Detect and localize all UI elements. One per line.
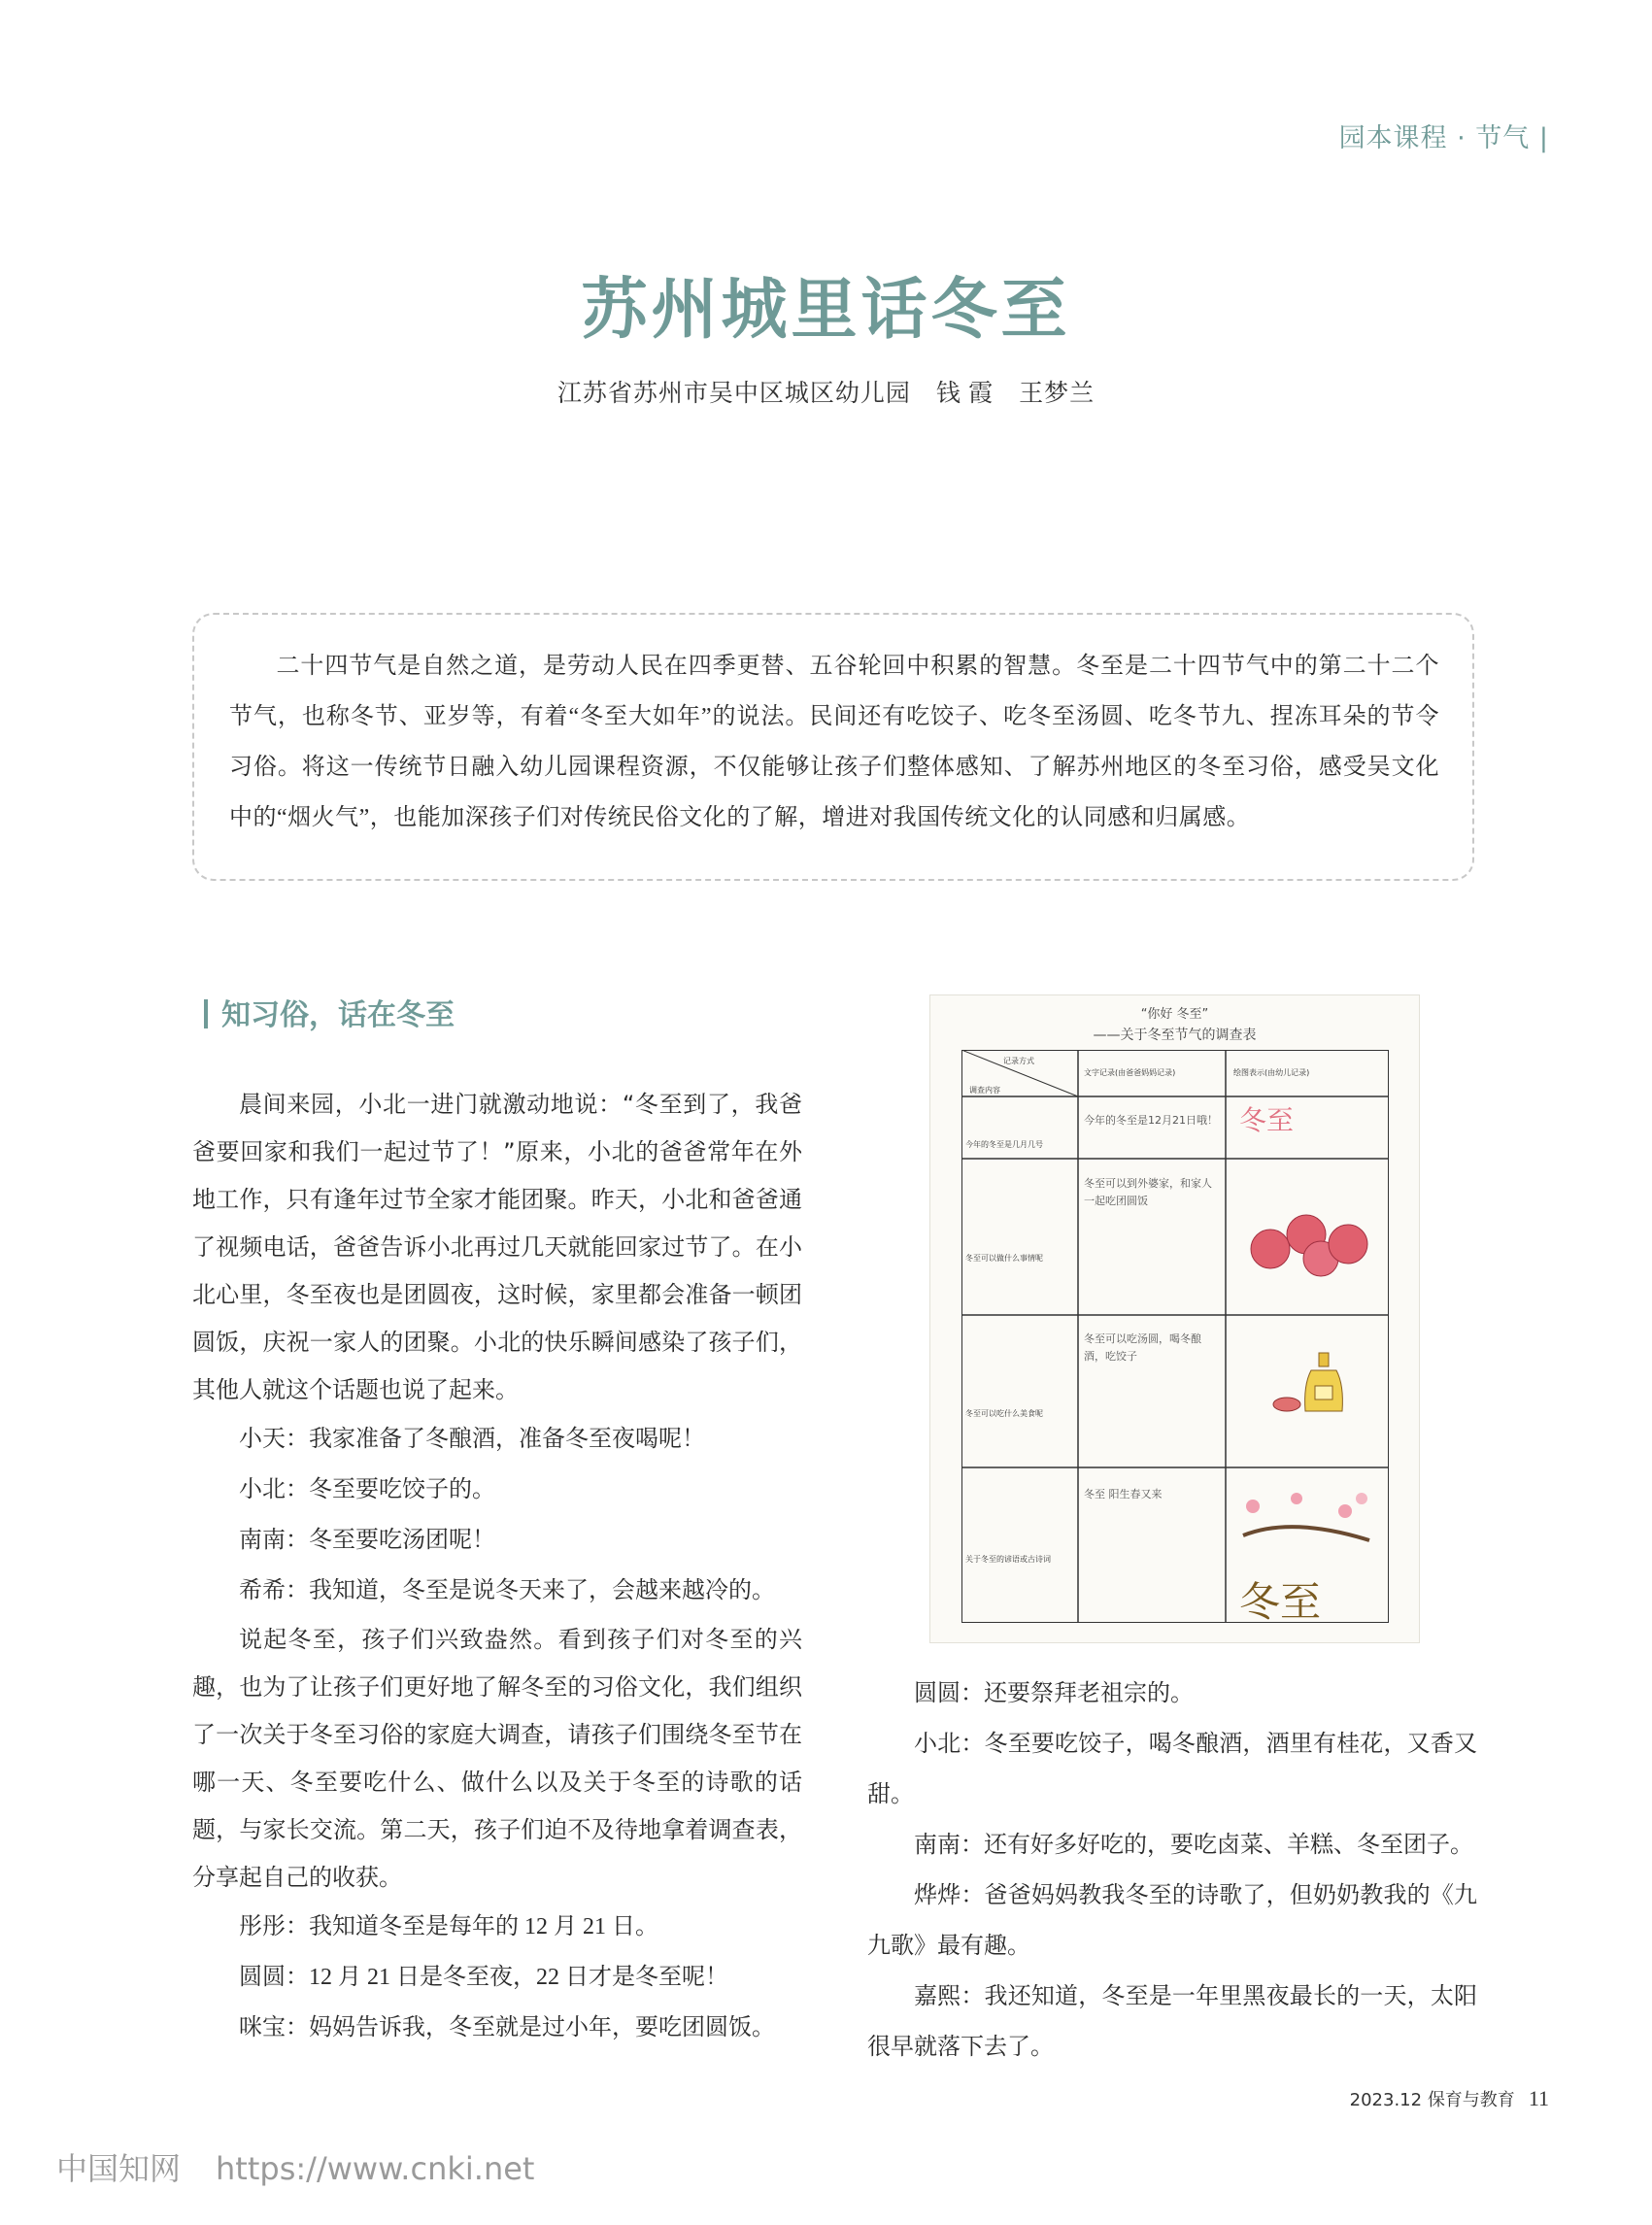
watermark-url: https://www.cnki.net — [216, 2150, 535, 2187]
row-label: 关于冬至的谚语或古诗词 — [965, 1555, 1051, 1564]
column-header-text: 文字记录(由爸爸妈妈记录) — [1084, 1068, 1176, 1077]
abstract-body: 二十四节气是自然之道，是劳动人民在四季更替、五谷轮回中积累的智慧。冬至是二十四节气中的第二十二个节气，也称冬节、亚岁等，有着“冬至大如年”的说法。民间还有吃饺子、吃冬至汤圆、吃冬节九、捏冻耳朵的节令习俗。将这一传统节日融入幼儿园课程资源，不仅能够让孩子们整体感知、了解苏州地区的冬至习俗，感受吴文化中的“烟火气”，也能加深孩子们对传统民俗文化的了解，增进对我国传统文化的认同感和归属感。 — [229, 654, 1439, 830]
figure-subtitle: ——关于冬至节气的调查表 — [1093, 1028, 1257, 1043]
header-corner-top: 记录方式 — [1003, 1057, 1034, 1065]
abstract-text — [229, 641, 1439, 843]
drawing-caption: 冬至 — [1239, 1104, 1295, 1136]
figure-title: “你好 冬至” — [1140, 1007, 1209, 1022]
row-label: 今年的冬至是几月几号 — [965, 1140, 1043, 1149]
watermark-site: 中国知网 — [56, 2150, 182, 2187]
header-corner-bottom: 调查内容 — [969, 1086, 1000, 1095]
dialogue-line: 南南：还有好多好吃的，要吃卤菜、羊糕、冬至团子。 — [914, 1833, 1473, 1858]
row-label: 冬至可以吃什么美食呢 — [965, 1409, 1043, 1418]
handwritten-answer: 冬至可以吃汤圆，喝冬酿酒，吃饺子 — [1084, 1332, 1201, 1363]
issue-label: 2023.12 保育与教育 — [1349, 2090, 1515, 2110]
watermark — [56, 2144, 534, 2189]
handwritten-answer: 今年的冬至是12月21日哦！ — [1084, 1114, 1218, 1127]
article-author: 江苏省苏州市吴中区城区幼儿园 钱 霞 王梦兰 — [556, 381, 1096, 407]
dialogue-line: 彤彤：我知道冬至是每年的 12 月 21 日。 — [239, 1914, 658, 1939]
plum-blossom-drawing — [1243, 1493, 1369, 1540]
right-column — [867, 1669, 1477, 2073]
section-heading-text: 知习俗，话在冬至 — [221, 998, 455, 1032]
dialogue-line: 烨烨：爸爸妈妈教我冬至的诗歌了，但奶奶教我的《九九歌》最有趣。 — [867, 1883, 1477, 1959]
dialogue-line: 圆圆：还要祭拜老祖宗的。 — [914, 1681, 1194, 1706]
left-column — [192, 1081, 802, 2053]
section-tag: 园本课程 · 节气 | — [1338, 123, 1549, 153]
wine-bottle-drawing — [1273, 1353, 1342, 1411]
tangyuan-drawing — [1251, 1215, 1367, 1276]
survey-figure — [929, 995, 1420, 1643]
section-heading — [204, 991, 455, 1033]
dialogue-line: 南南：冬至要吃汤团呢！ — [239, 1528, 495, 1553]
handwritten-answer: 冬至可以到外婆家，和家人一起吃团圆饭 — [1084, 1177, 1212, 1207]
heading-bar — [204, 999, 208, 1028]
dialogue-line: 咪宝：妈妈告诉我，冬至就是过小年，要吃团圆饭。 — [239, 2015, 775, 2040]
column-header-drawing: 绘图表示(由幼儿记录) — [1233, 1068, 1310, 1077]
dialogue-line: 嘉熙：我还知道，冬至是一年里黑夜最长的一天，太阳很早就落下去了。 — [867, 1984, 1477, 2060]
dialogue-line: 圆圆：12 月 21 日是冬至夜，22 日才是冬至呢！ — [239, 1965, 728, 1990]
paragraph: 晨间来园，小北一进门就激动地说：“冬至到了，我爸爸要回家和我们一起过节了！”原来，小北的爸爸常年在外地工作，只有逢年过节全家才能团聚。昨天，小北和爸爸通了视频电话，爸爸告诉小北再过几天就能回家过节了。在小北心里，冬至夜也是团圆夜，这时候，家里都会准备一顿团圆饭，庆祝一家人的团聚。小北的快乐瞬间感染了孩子们，其他人就这个话题也说了起来。 — [192, 1091, 802, 1403]
page-footer — [1350, 2086, 1549, 2111]
dialogue-line: 小天：我家准备了冬酿酒，准备冬至夜喝呢！ — [239, 1427, 705, 1452]
article-title: 苏州城里话冬至 — [581, 272, 1071, 349]
page-number: 11 — [1528, 2086, 1549, 2110]
dialogue-line: 小北：冬至要吃饺子的。 — [239, 1477, 495, 1502]
dialogue-line: 小北：冬至要吃饺子，喝冬酿酒，酒里有桂花，又香又甜。 — [867, 1732, 1477, 1807]
dialogue-line: 希希：我知道，冬至是说冬天来了，会越来越冷的。 — [239, 1578, 775, 1603]
drawing-caption: 冬至 — [1239, 1578, 1322, 1626]
row-label: 冬至可以做什么事情呢 — [965, 1254, 1043, 1263]
paragraph: 说起冬至，孩子们兴致盎然。看到孩子们对冬至的兴趣，也为了让孩子们更好地了解冬至的习俗文化，我们组织了一次关于冬至习俗的家庭大调查，请孩子们围绕冬至节在哪一天、冬至要吃什么、做什么以及关于冬至的诗歌的话题，与家长交流。第二天，孩子们迫不及待地拿着调查表，分享起自己的收获。 — [192, 1626, 802, 1891]
handwritten-answer: 冬至 阳生春又来 — [1084, 1488, 1163, 1500]
